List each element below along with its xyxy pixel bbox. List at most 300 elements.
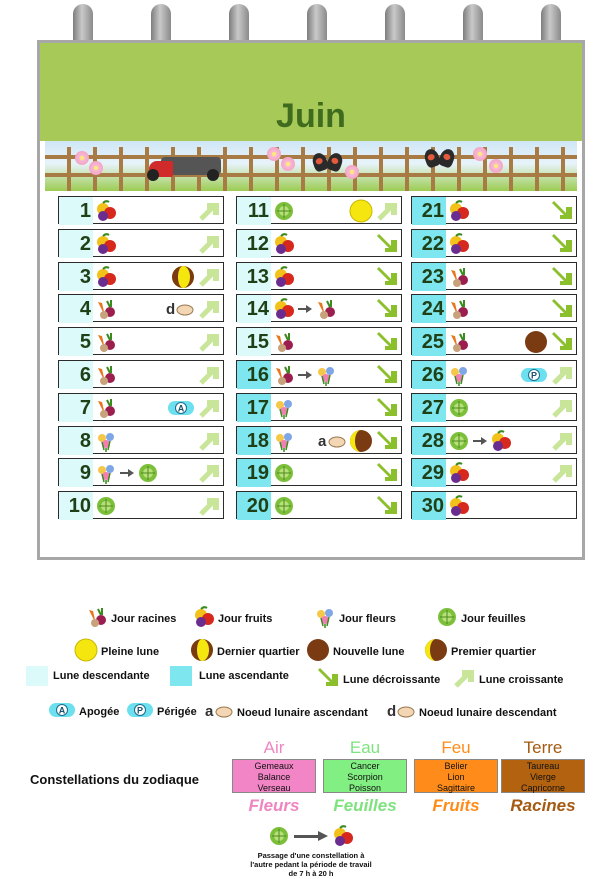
legend-dernier-label: Dernier quartier xyxy=(217,645,300,658)
day-cell xyxy=(236,196,402,224)
fruit-icon xyxy=(273,233,295,255)
transition-arrow-icon xyxy=(298,371,312,379)
premier-icon xyxy=(424,638,448,662)
day-cell xyxy=(58,196,224,224)
svg-text:d: d xyxy=(387,703,397,720)
lawnmower-icon xyxy=(141,149,231,181)
waning-arrow-icon xyxy=(375,297,399,321)
moon-trend xyxy=(550,297,574,321)
day-cell xyxy=(411,491,577,519)
day-row[interactable] xyxy=(58,327,224,360)
waxing-arrow-icon xyxy=(197,199,221,223)
garden-banner xyxy=(45,141,577,191)
root-icon xyxy=(86,606,108,628)
day-row[interactable] xyxy=(411,327,577,360)
day-number: 26 xyxy=(412,361,446,389)
day-number: 7 xyxy=(59,394,93,422)
fruit-icon xyxy=(448,462,470,484)
flower-icon xyxy=(95,462,117,484)
apogee-icon xyxy=(167,400,195,416)
day-row[interactable] xyxy=(411,426,577,459)
ascending-node-icon xyxy=(204,702,234,720)
zodiac-sign: Belier xyxy=(444,761,468,771)
day-row[interactable] xyxy=(236,294,402,327)
legend-nouvelle xyxy=(306,638,405,665)
zodiac-sign: Lion xyxy=(447,772,465,782)
day-number: 25 xyxy=(412,328,446,356)
moon-trend xyxy=(550,396,574,420)
legend-decroissante xyxy=(316,666,440,693)
day-cell xyxy=(58,229,224,257)
passage-line-3: de 7 h à 20 h xyxy=(288,869,334,878)
moon-trend xyxy=(375,461,399,485)
day-row[interactable] xyxy=(58,196,224,229)
legend-noeud-desc-label: Noeud lunaire descendant xyxy=(419,706,557,719)
day-type-icons xyxy=(95,233,117,255)
day-moon-marks xyxy=(171,266,195,288)
day-moon-marks xyxy=(524,331,548,353)
root-icon xyxy=(448,266,470,288)
waxing-arrow-icon xyxy=(197,396,221,420)
day-cell xyxy=(236,229,402,257)
zodiac-sign: Verseau xyxy=(257,783,291,793)
moon-trend xyxy=(375,265,399,289)
zodiac-element: Feu xyxy=(441,738,471,757)
apogee-icon xyxy=(48,702,76,718)
legend-noeud-desc xyxy=(386,702,557,723)
days-column-3 xyxy=(411,196,577,524)
day-row[interactable] xyxy=(58,458,224,491)
legend-lune-asc xyxy=(170,666,289,686)
day-cell xyxy=(411,229,577,257)
svg-text:P: P xyxy=(136,705,144,716)
day-number: 20 xyxy=(237,492,271,520)
zodiac-signs xyxy=(501,759,585,793)
day-row[interactable] xyxy=(236,491,402,524)
day-type-icons xyxy=(95,298,117,320)
day-type-icons xyxy=(448,298,470,320)
legend-decroissante-label: Lune décroissante xyxy=(343,673,441,686)
fruit-icon xyxy=(448,200,470,222)
day-cell xyxy=(411,360,577,388)
day-row[interactable] xyxy=(58,294,224,327)
moon-trend xyxy=(197,330,221,354)
zodiac-sign: Cancer xyxy=(350,761,380,771)
day-number: 10 xyxy=(59,492,93,520)
waning-arrow-icon xyxy=(375,429,399,453)
descending-node-icon xyxy=(386,702,416,723)
zodiac-type: Fleurs xyxy=(248,796,300,815)
flower-icon xyxy=(314,606,336,628)
legend-perigee xyxy=(126,702,197,721)
root-icon xyxy=(95,364,117,386)
waning-arrow-icon xyxy=(550,330,574,354)
legend-lune-desc xyxy=(26,666,150,686)
fruit-icon xyxy=(95,200,117,222)
legend-premier xyxy=(424,638,536,665)
legend-dernier xyxy=(190,638,300,665)
last-quarter-icon xyxy=(190,638,214,665)
moon-trend xyxy=(197,429,221,453)
day-row[interactable] xyxy=(58,491,224,524)
waning-arrow-icon xyxy=(375,461,399,485)
transition-arrow-icon xyxy=(298,305,312,313)
zodiac-sign: Scorpion xyxy=(347,772,383,782)
waxing-arrow-icon xyxy=(197,363,221,387)
fruit-icon xyxy=(95,233,117,255)
waning-arrow-icon xyxy=(550,265,574,289)
zodiac-group xyxy=(323,738,407,816)
day-moon-marks xyxy=(167,397,195,419)
fruit-icon xyxy=(448,233,470,255)
legend-nouvelle-label: Nouvelle lune xyxy=(333,645,405,658)
day-row[interactable] xyxy=(58,262,224,295)
day-row[interactable] xyxy=(236,196,402,229)
zodiac-type: Racines xyxy=(510,796,576,815)
day-moon-marks xyxy=(349,200,373,222)
day-row[interactable] xyxy=(236,262,402,295)
flower-icon xyxy=(345,165,359,179)
day-cell xyxy=(58,262,224,290)
day-type-icons xyxy=(448,233,470,255)
moon-trend xyxy=(375,199,399,223)
legend-pleine-label: Pleine lune xyxy=(101,645,160,658)
transition-arrow-icon xyxy=(473,437,487,445)
zodiac-sign: Sagittaire xyxy=(436,783,476,793)
day-number: 3 xyxy=(59,263,93,291)
root-icon xyxy=(95,331,117,353)
day-number: 15 xyxy=(237,328,271,356)
waxing-arrow-icon xyxy=(452,666,476,693)
zodiac-element: Terre xyxy=(523,738,563,757)
day-type-icons xyxy=(95,462,159,484)
zodiac-group xyxy=(232,738,316,816)
descending-node-icon xyxy=(386,702,416,720)
day-cell xyxy=(236,458,402,486)
day-row[interactable] xyxy=(236,327,402,360)
nouvelle-icon xyxy=(306,638,330,662)
passage-text xyxy=(236,851,386,878)
legend-pleine xyxy=(74,638,159,665)
waxing-arrow-icon xyxy=(452,666,476,690)
day-row[interactable] xyxy=(58,426,224,459)
day-type-icons xyxy=(273,298,337,320)
day-type-icons xyxy=(273,495,295,517)
waxing-arrow-icon xyxy=(550,461,574,485)
moon-trend xyxy=(375,494,399,518)
day-row[interactable] xyxy=(411,458,577,491)
dernier-icon xyxy=(171,265,195,289)
root-icon xyxy=(273,331,295,353)
day-cell xyxy=(58,491,224,519)
root-icon xyxy=(273,364,295,386)
waxing-arrow-icon xyxy=(197,265,221,289)
zodiac-element: Air xyxy=(263,738,285,757)
moon-trend xyxy=(197,297,221,321)
leaf-icon xyxy=(137,462,159,484)
day-number: 27 xyxy=(412,394,446,422)
moon-trend xyxy=(375,232,399,256)
day-type-icons xyxy=(95,266,117,288)
day-row[interactable] xyxy=(236,393,402,426)
legend-lune-asc-label: Lune ascendante xyxy=(199,670,289,682)
flower-icon xyxy=(315,364,337,386)
day-number: 9 xyxy=(59,459,93,487)
moon-trend xyxy=(375,429,399,453)
day-number: 13 xyxy=(237,263,271,291)
day-type-icons xyxy=(448,266,470,288)
leaf-icon xyxy=(448,430,470,452)
day-cell xyxy=(58,327,224,355)
moon-trend xyxy=(550,330,574,354)
root-day-icon xyxy=(86,606,108,631)
day-type-icons xyxy=(448,364,470,386)
flower-icon xyxy=(75,151,89,165)
fruit-icon xyxy=(448,495,470,517)
day-cell xyxy=(411,196,577,224)
moon-trend xyxy=(550,429,574,453)
transition-arrow-icon xyxy=(294,831,328,841)
fruit-day-icon xyxy=(193,606,215,631)
legend-croissante xyxy=(452,666,563,693)
zodiac-type: Fruits xyxy=(432,796,480,815)
first-quarter-icon xyxy=(424,638,448,665)
leaf-icon xyxy=(273,495,295,517)
root-icon xyxy=(448,298,470,320)
ascending-node-icon xyxy=(204,702,234,723)
premier-icon xyxy=(349,429,373,453)
zodiac-element: Eau xyxy=(349,738,381,757)
day-row[interactable] xyxy=(411,360,577,393)
perigee-icon xyxy=(126,702,154,721)
moon-trend xyxy=(197,199,221,223)
waxing-arrow-icon xyxy=(197,429,221,453)
waning-arrow-icon xyxy=(316,666,340,693)
pleine-icon xyxy=(349,199,373,223)
legend-fleurs xyxy=(314,606,396,631)
day-cell xyxy=(58,294,224,322)
dernier-icon xyxy=(190,638,214,662)
flower-icon xyxy=(448,364,470,386)
ascending-moon-swatch xyxy=(170,666,192,686)
day-number: 22 xyxy=(412,230,446,258)
day-number: 18 xyxy=(237,427,271,455)
day-row[interactable] xyxy=(411,294,577,327)
flower-icon xyxy=(273,397,295,419)
legend-fleurs-label: Jour fleurs xyxy=(339,612,396,625)
legend-apogee-label: Apogée xyxy=(79,705,120,718)
day-row[interactable] xyxy=(411,491,577,524)
fruit-icon xyxy=(332,825,354,847)
waxing-arrow-icon xyxy=(550,429,574,453)
day-type-icons xyxy=(95,495,117,517)
flower-day-icon xyxy=(314,606,336,631)
day-row[interactable] xyxy=(411,393,577,426)
leaf-icon xyxy=(95,495,117,517)
day-cell xyxy=(236,327,402,355)
waning-arrow-icon xyxy=(316,666,340,690)
passage-line-1: Passage d'une constellation à xyxy=(257,851,365,860)
day-row[interactable] xyxy=(236,458,402,491)
moon-trend xyxy=(375,363,399,387)
zodiac-signs xyxy=(323,759,407,793)
day-cell xyxy=(411,294,577,322)
fruit-icon xyxy=(490,430,512,452)
waxing-arrow-icon xyxy=(197,461,221,485)
day-row[interactable] xyxy=(236,426,402,459)
zodiac-sign: Gemeaux xyxy=(254,761,294,771)
day-type-icons xyxy=(448,397,470,419)
legend-feuilles-label: Jour feuilles xyxy=(461,612,526,625)
waning-arrow-icon xyxy=(375,232,399,256)
day-row[interactable] xyxy=(411,262,577,295)
day-row[interactable] xyxy=(236,360,402,393)
zodiac-signs xyxy=(232,759,316,793)
day-number: 30 xyxy=(412,492,446,520)
root-icon xyxy=(95,298,117,320)
new-moon-icon xyxy=(306,638,330,665)
svg-text:A: A xyxy=(58,705,66,716)
day-row[interactable] xyxy=(236,229,402,262)
day-cell xyxy=(236,294,402,322)
moon-trend xyxy=(197,265,221,289)
moon-trend xyxy=(197,363,221,387)
fence-rail xyxy=(45,173,577,177)
day-type-icons xyxy=(448,200,470,222)
moon-trend xyxy=(550,265,574,289)
leaf-day-icon xyxy=(436,606,458,631)
day-type-icons xyxy=(95,364,117,386)
passage-legend xyxy=(236,822,386,878)
root-icon xyxy=(95,397,117,419)
day-cell xyxy=(411,327,577,355)
svg-text:A: A xyxy=(177,403,185,414)
moon-trend xyxy=(197,494,221,518)
day-type-icons xyxy=(273,430,295,452)
moon-trend xyxy=(550,232,574,256)
zodiac-sign: Poisson xyxy=(348,783,382,793)
legend-apogee xyxy=(48,702,119,721)
day-cell xyxy=(236,491,402,519)
fruit-icon xyxy=(95,266,117,288)
day-number: 16 xyxy=(237,361,271,389)
day-type-icons xyxy=(273,364,337,386)
flower-icon xyxy=(267,147,281,161)
zodiac-type: Feuilles xyxy=(333,796,397,815)
day-type-icons xyxy=(448,462,470,484)
day-type-icons xyxy=(448,430,512,452)
svg-text:a: a xyxy=(205,703,214,720)
legend-feuilles xyxy=(436,606,526,631)
day-row[interactable] xyxy=(58,393,224,426)
legend-fruits-label: Jour fruits xyxy=(218,612,273,625)
day-number: 1 xyxy=(59,197,93,225)
waxing-arrow-icon xyxy=(550,363,574,387)
day-number: 24 xyxy=(412,295,446,323)
descending-moon-swatch xyxy=(26,666,48,686)
flower-icon xyxy=(89,161,103,175)
day-moon-marks xyxy=(317,430,373,452)
day-number: 12 xyxy=(237,230,271,258)
day-cell xyxy=(236,426,402,454)
day-number: 17 xyxy=(237,394,271,422)
day-cell xyxy=(411,458,577,486)
passage-icons xyxy=(236,822,386,850)
day-cell xyxy=(411,262,577,290)
waxing-arrow-icon xyxy=(197,330,221,354)
zodiac-sign: Vierge xyxy=(530,772,556,782)
day-cell xyxy=(411,426,577,454)
waning-arrow-icon xyxy=(375,494,399,518)
leaf-icon xyxy=(273,462,295,484)
root-icon xyxy=(315,298,337,320)
fruit-icon xyxy=(273,266,295,288)
legend-noeud-asc xyxy=(204,702,368,723)
day-number: 23 xyxy=(412,263,446,291)
ascending-node-icon xyxy=(317,432,347,450)
day-number: 11 xyxy=(237,197,271,225)
pleine-icon xyxy=(74,638,98,662)
flower-icon xyxy=(473,147,487,161)
day-type-icons xyxy=(95,430,117,452)
month-title: Juin xyxy=(276,97,346,135)
day-type-icons xyxy=(273,200,295,222)
flower-icon xyxy=(273,430,295,452)
zodiac-sign: Taureau xyxy=(526,761,560,771)
apogee-icon xyxy=(48,702,76,721)
waning-arrow-icon xyxy=(550,232,574,256)
day-moon-marks xyxy=(520,364,548,386)
flower-icon xyxy=(281,157,295,171)
butterfly-icon xyxy=(313,153,343,171)
moon-trend xyxy=(550,199,574,223)
waxing-arrow-icon xyxy=(197,297,221,321)
day-row[interactable] xyxy=(58,360,224,393)
moon-trend xyxy=(550,363,574,387)
day-number: 2 xyxy=(59,230,93,258)
legend-croissante-label: Lune croissante xyxy=(479,673,564,686)
waning-arrow-icon xyxy=(550,199,574,223)
moon-trend xyxy=(197,461,221,485)
day-type-icons xyxy=(273,331,295,353)
zodiac-signs xyxy=(414,759,498,793)
day-row[interactable] xyxy=(411,229,577,262)
leaf-icon xyxy=(436,606,458,628)
flower-icon xyxy=(95,430,117,452)
day-row[interactable] xyxy=(411,196,577,229)
day-number: 5 xyxy=(59,328,93,356)
day-cell xyxy=(236,262,402,290)
day-type-icons xyxy=(95,397,117,419)
waxing-arrow-icon xyxy=(197,494,221,518)
waxing-arrow-icon xyxy=(197,232,221,256)
waning-arrow-icon xyxy=(550,297,574,321)
perigee-icon xyxy=(520,367,548,383)
butterfly-icon xyxy=(425,149,455,167)
moon-trend xyxy=(375,297,399,321)
nouvelle-icon xyxy=(524,330,548,354)
day-cell xyxy=(58,458,224,486)
day-number: 6 xyxy=(59,361,93,389)
svg-text:P: P xyxy=(530,370,538,381)
leaf-icon xyxy=(273,200,295,222)
root-icon xyxy=(448,331,470,353)
waning-arrow-icon xyxy=(375,265,399,289)
day-type-icons xyxy=(273,462,295,484)
waning-arrow-icon xyxy=(375,396,399,420)
waxing-arrow-icon xyxy=(375,199,399,223)
day-row[interactable] xyxy=(58,229,224,262)
